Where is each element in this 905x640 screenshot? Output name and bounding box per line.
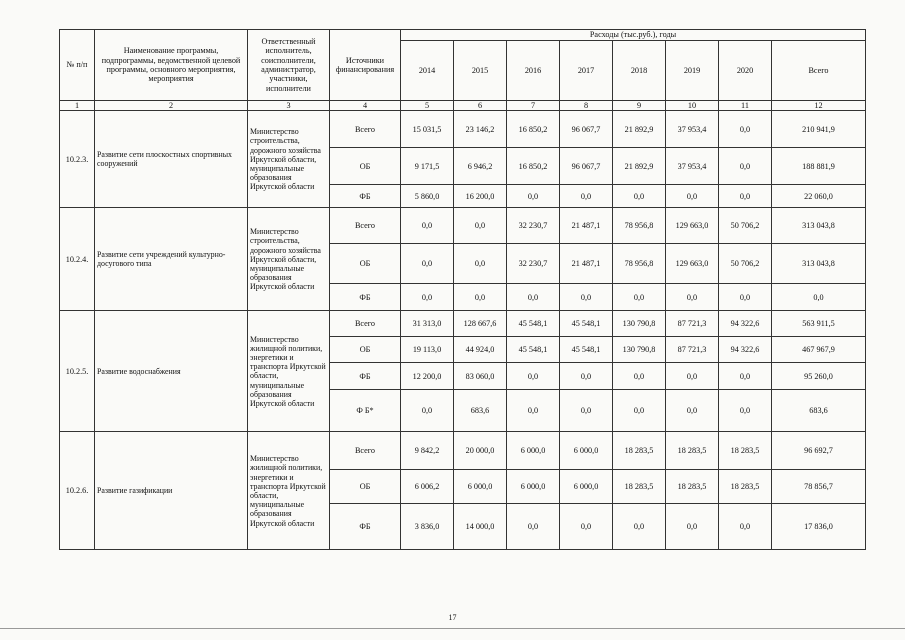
- value-cell: 6 946,2: [454, 148, 507, 185]
- section-number: 10.2.5.: [60, 311, 95, 432]
- section-10-2-6: [60, 432, 866, 550]
- value-cell: 12 200,0: [401, 363, 454, 390]
- value-cell: 130 790,8: [613, 311, 666, 337]
- column-index: 7: [507, 101, 560, 111]
- section-number: 10.2.6.: [60, 432, 95, 550]
- value-cell: 6 000,0: [507, 470, 560, 504]
- value-cell: 0,0: [454, 244, 507, 284]
- value-cell: 0,0: [560, 363, 613, 390]
- header-executor: Ответственный исполнитель, соисполнители, администратор, участники, исполнители: [248, 30, 330, 101]
- value-cell: 20 000,0: [454, 432, 507, 470]
- section-number: 10.2.4.: [60, 208, 95, 311]
- column-index: 9: [613, 101, 666, 111]
- column-index: 1: [60, 101, 95, 111]
- value-cell: 45 548,1: [507, 337, 560, 363]
- source-cell: Всего: [330, 432, 401, 470]
- source-cell: ФБ: [330, 284, 401, 311]
- value-cell: 94 322,6: [719, 311, 772, 337]
- value-cell: 23 146,2: [454, 111, 507, 148]
- value-cell: 21 892,9: [613, 111, 666, 148]
- source-cell: ФБ: [330, 504, 401, 550]
- value-cell: 0,0: [560, 504, 613, 550]
- value-cell: 31 313,0: [401, 311, 454, 337]
- value-cell: 129 663,0: [666, 208, 719, 244]
- header-expenses: Расходы (тыс.руб.), годы: [401, 30, 866, 41]
- value-cell: 50 706,2: [719, 208, 772, 244]
- section-name: Развитие сети плоскостных спортивных сооружений: [95, 111, 248, 208]
- source-cell: ОБ: [330, 337, 401, 363]
- value-cell: 0,0: [613, 185, 666, 208]
- header-name: Наименование программы, подпрограммы, ведомственной целевой программы, основного мероприятия, мероприятия: [95, 30, 248, 101]
- column-index: 11: [719, 101, 772, 111]
- value-cell: 14 000,0: [454, 504, 507, 550]
- value-cell: 0,0: [454, 208, 507, 244]
- value-cell: 16 850,2: [507, 148, 560, 185]
- column-index: 12: [772, 101, 866, 111]
- total-cell: 210 941,9: [772, 111, 866, 148]
- total-cell: 467 967,9: [772, 337, 866, 363]
- value-cell: 0,0: [560, 185, 613, 208]
- value-cell: 18 283,5: [719, 470, 772, 504]
- value-cell: 0,0: [666, 185, 719, 208]
- value-cell: 21 892,9: [613, 148, 666, 185]
- value-cell: 0,0: [613, 504, 666, 550]
- table-header: [60, 30, 866, 111]
- value-cell: 21 487,1: [560, 244, 613, 284]
- source-cell: Ф Б*: [330, 390, 401, 432]
- section-10-2-5: [60, 311, 866, 432]
- total-cell: 96 692,7: [772, 432, 866, 470]
- column-index: 3: [248, 101, 330, 111]
- value-cell: 0,0: [719, 363, 772, 390]
- value-cell: 19 113,0: [401, 337, 454, 363]
- section-executor: Министерство жилищной политики, энергетики и транспорта Иркутской области, муниципальные образования Иркутской области: [248, 311, 330, 432]
- column-index: 4: [330, 101, 401, 111]
- section-name: Развитие водоснабжения: [95, 311, 248, 432]
- value-cell: 0,0: [719, 148, 772, 185]
- section-number: 10.2.3.: [60, 111, 95, 208]
- source-cell: ОБ: [330, 244, 401, 284]
- header-year: 2017: [560, 41, 613, 101]
- value-cell: 16 850,2: [507, 111, 560, 148]
- column-index: 2: [95, 101, 248, 111]
- header-year: 2020: [719, 41, 772, 101]
- total-cell: 313 043,8: [772, 244, 866, 284]
- source-cell: Всего: [330, 111, 401, 148]
- value-cell: 0,0: [719, 111, 772, 148]
- budget-table: [59, 29, 866, 550]
- header-year: 2016: [507, 41, 560, 101]
- column-index: 8: [560, 101, 613, 111]
- column-index: 10: [666, 101, 719, 111]
- section-10-2-3: [60, 111, 866, 208]
- value-cell: 83 060,0: [454, 363, 507, 390]
- section-executor: Министерство строительства, дорожного хозяйства Иркутской области, муниципальные образования Иркутской области: [248, 111, 330, 208]
- value-cell: 45 548,1: [507, 311, 560, 337]
- value-cell: 18 283,5: [719, 432, 772, 470]
- value-cell: 6 000,0: [454, 470, 507, 504]
- value-cell: 0,0: [507, 363, 560, 390]
- source-cell: Всего: [330, 311, 401, 337]
- value-cell: 96 067,7: [560, 148, 613, 185]
- value-cell: 18 283,5: [666, 470, 719, 504]
- total-cell: 95 260,0: [772, 363, 866, 390]
- section-executor: Министерство жилищной политики, энергетики и транспорта Иркутской области, муниципальные образования Иркутской области: [248, 432, 330, 550]
- section-executor: Министерство строительства, дорожного хозяйства Иркутской области, муниципальные образования Иркутской области: [248, 208, 330, 311]
- value-cell: 0,0: [719, 504, 772, 550]
- value-cell: 128 667,6: [454, 311, 507, 337]
- value-cell: 0,0: [401, 208, 454, 244]
- section-name: Развитие сети учреждений культурно-досугового типа: [95, 208, 248, 311]
- value-cell: 130 790,8: [613, 337, 666, 363]
- value-cell: 0,0: [613, 390, 666, 432]
- value-cell: 9 171,5: [401, 148, 454, 185]
- value-cell: 87 721,3: [666, 311, 719, 337]
- section-name: Развитие газификации: [95, 432, 248, 550]
- value-cell: 37 953,4: [666, 111, 719, 148]
- value-cell: 0,0: [507, 390, 560, 432]
- value-cell: 0,0: [507, 185, 560, 208]
- value-cell: 44 924,0: [454, 337, 507, 363]
- page-number: 17: [448, 613, 457, 622]
- value-cell: 94 322,6: [719, 337, 772, 363]
- scan-edge-divider: [0, 628, 905, 629]
- value-cell: 0,0: [560, 284, 613, 311]
- header-year: 2019: [666, 41, 719, 101]
- header-source: Источники финансирования: [330, 30, 401, 101]
- value-cell: 129 663,0: [666, 244, 719, 284]
- source-cell: ФБ: [330, 185, 401, 208]
- value-cell: 0,0: [401, 390, 454, 432]
- value-cell: 0,0: [666, 390, 719, 432]
- value-cell: 0,0: [666, 504, 719, 550]
- column-index: 5: [401, 101, 454, 111]
- value-cell: 0,0: [401, 244, 454, 284]
- value-cell: 96 067,7: [560, 111, 613, 148]
- value-cell: 0,0: [666, 284, 719, 311]
- value-cell: 15 031,5: [401, 111, 454, 148]
- value-cell: 0,0: [613, 284, 666, 311]
- total-cell: 683,6: [772, 390, 866, 432]
- value-cell: 6 000,0: [560, 470, 613, 504]
- value-cell: 6 000,0: [507, 432, 560, 470]
- total-cell: 17 836,0: [772, 504, 866, 550]
- value-cell: 6 006,2: [401, 470, 454, 504]
- header-year: 2014: [401, 41, 454, 101]
- value-cell: 32 230,7: [507, 244, 560, 284]
- header-year: 2015: [454, 41, 507, 101]
- value-cell: 18 283,5: [666, 432, 719, 470]
- value-cell: 21 487,1: [560, 208, 613, 244]
- value-cell: 45 548,1: [560, 311, 613, 337]
- value-cell: 16 200,0: [454, 185, 507, 208]
- value-cell: 0,0: [507, 504, 560, 550]
- total-cell: 22 060,0: [772, 185, 866, 208]
- total-cell: 563 911,5: [772, 311, 866, 337]
- section-10-2-4: [60, 208, 866, 311]
- column-index: 6: [454, 101, 507, 111]
- value-cell: 9 842,2: [401, 432, 454, 470]
- value-cell: 0,0: [719, 284, 772, 311]
- value-cell: 0,0: [666, 363, 719, 390]
- value-cell: 3 836,0: [401, 504, 454, 550]
- source-cell: ОБ: [330, 148, 401, 185]
- value-cell: 683,6: [454, 390, 507, 432]
- value-cell: 50 706,2: [719, 244, 772, 284]
- value-cell: 0,0: [719, 185, 772, 208]
- value-cell: 37 953,4: [666, 148, 719, 185]
- value-cell: 78 956,8: [613, 208, 666, 244]
- value-cell: 87 721,3: [666, 337, 719, 363]
- value-cell: 0,0: [454, 284, 507, 311]
- value-cell: 18 283,5: [613, 432, 666, 470]
- value-cell: 32 230,7: [507, 208, 560, 244]
- header-total: Всего: [772, 41, 866, 101]
- value-cell: 0,0: [401, 284, 454, 311]
- value-cell: 18 283,5: [613, 470, 666, 504]
- source-cell: ФБ: [330, 363, 401, 390]
- header-year: 2018: [613, 41, 666, 101]
- total-cell: 0,0: [772, 284, 866, 311]
- total-cell: 313 043,8: [772, 208, 866, 244]
- value-cell: 0,0: [613, 363, 666, 390]
- value-cell: 0,0: [507, 284, 560, 311]
- source-cell: ОБ: [330, 470, 401, 504]
- value-cell: 6 000,0: [560, 432, 613, 470]
- source-cell: Всего: [330, 208, 401, 244]
- value-cell: 78 956,8: [613, 244, 666, 284]
- value-cell: 5 860,0: [401, 185, 454, 208]
- header-num: № п/п: [60, 30, 95, 101]
- value-cell: 0,0: [560, 390, 613, 432]
- value-cell: 0,0: [719, 390, 772, 432]
- total-cell: 188 881,9: [772, 148, 866, 185]
- total-cell: 78 856,7: [772, 470, 866, 504]
- value-cell: 45 548,1: [560, 337, 613, 363]
